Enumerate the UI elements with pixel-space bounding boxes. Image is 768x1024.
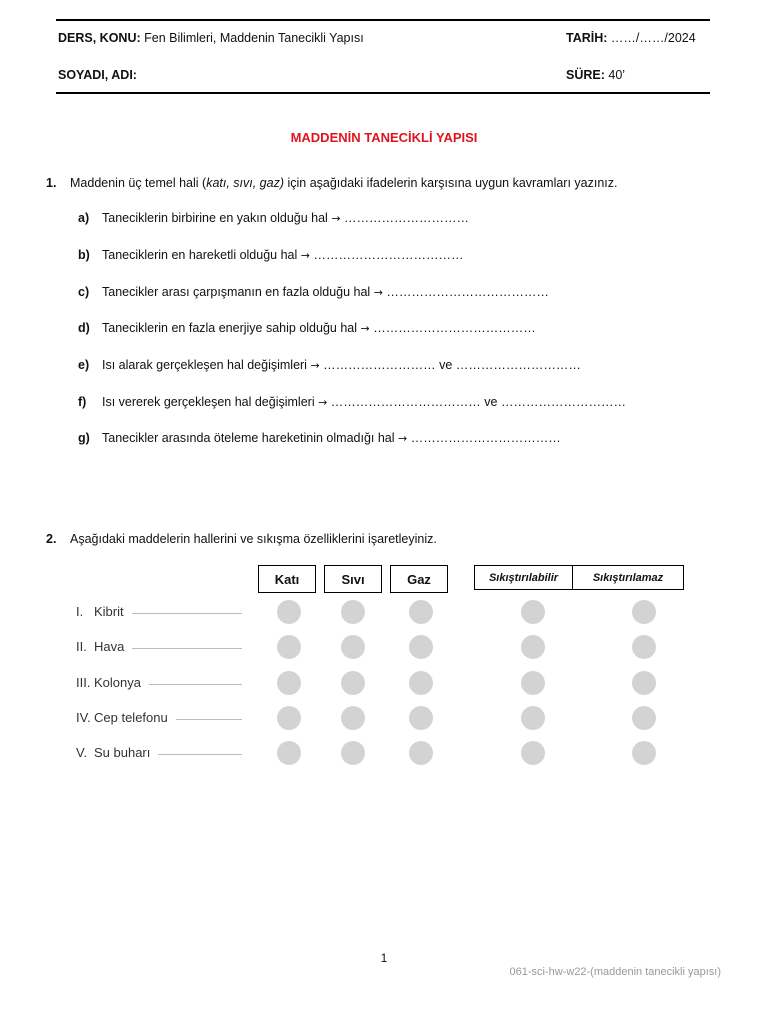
row-label (76, 745, 150, 760)
answer-circle[interactable] (277, 706, 301, 730)
answer-circle[interactable] (341, 671, 365, 695)
answer-circle[interactable] (277, 635, 301, 659)
row-numeral: I. (76, 604, 84, 619)
q1-item-text: Taneciklerin en hareketli olduğu hal (102, 248, 298, 262)
column-header: Sıvı (324, 565, 382, 593)
q1-item-letter: g) (78, 431, 90, 445)
arrow-right-icon: → (318, 396, 328, 409)
header-bottom-rule (56, 92, 710, 94)
arrow-right-icon: → (360, 322, 370, 335)
row-label (76, 675, 141, 690)
answer-blank[interactable]: ………………………… (344, 211, 470, 225)
q1-item-text: Taneciklerin en fazla enerjiye sahip olduğu hal (102, 321, 358, 335)
arrow-right-icon: → (398, 432, 408, 445)
page-number: 1 (380, 951, 388, 965)
sure-label: SÜRE: (566, 68, 605, 82)
ders-label: DERS, KONU: (58, 31, 141, 45)
q1-item (78, 431, 561, 445)
answer-blank[interactable]: ……………………… (323, 358, 436, 372)
answer-blank[interactable]: ……………………………… (410, 431, 561, 445)
arrow-right-icon: → (300, 249, 310, 262)
answer-circle[interactable] (632, 706, 656, 730)
row-label (76, 604, 124, 619)
column-header: Katı (258, 565, 316, 593)
answer-circle[interactable] (632, 671, 656, 695)
q1-item (78, 248, 463, 262)
q1-item-text: Tanecikler arası çarpışmanın en fazla olduğu hal (102, 285, 371, 299)
answer-circle[interactable] (409, 635, 433, 659)
q1-item (78, 395, 626, 409)
q1-item-letter: d) (78, 321, 90, 335)
answer-circle[interactable] (341, 635, 365, 659)
row-numeral: V. (76, 745, 88, 760)
q1-item-text: Isı vererek gerçekleşen hal değişimleri (102, 395, 315, 409)
row-label (76, 639, 124, 654)
q1-item-text: Tanecikler arasında öteleme hareketinin olmadığı hal (102, 431, 395, 445)
q1-item (78, 285, 549, 299)
q1-item-letter: b) (78, 248, 90, 262)
answer-circle[interactable] (521, 635, 545, 659)
answer-blank[interactable]: ……………………………… (313, 248, 464, 262)
sure-value: 40’ (608, 68, 626, 82)
row-leader-line (132, 648, 242, 649)
column-header-compress: Sıkıştırılamaz (572, 565, 684, 590)
q1-item (78, 321, 536, 335)
q1-item-letter: e) (78, 358, 90, 372)
row-name: Hava (94, 639, 125, 654)
q2-number: 2. (46, 532, 57, 546)
row-name: Su buharı (94, 745, 151, 760)
answer-blank[interactable]: ……………………………… (330, 395, 481, 409)
footer-code: 061-sci-hw-w22-(maddenin tanecikli yapısı) (509, 966, 721, 978)
row-leader-line (158, 754, 242, 755)
row-numeral: IV. (76, 710, 91, 725)
q1-item-joiner: ve (435, 358, 456, 372)
answer-circle[interactable] (632, 741, 656, 765)
answer-circle[interactable] (277, 671, 301, 695)
answer-blank-2[interactable]: ………………………… (500, 395, 626, 409)
ders-value: Fen Bilimleri, Maddenin Tanecikli Yapısı (144, 31, 364, 45)
soyadi-label: SOYADI, ADI: (58, 68, 137, 82)
q1-item-letter: c) (78, 285, 90, 299)
q1-item (78, 358, 581, 372)
answer-circle[interactable] (341, 706, 365, 730)
answer-circle[interactable] (409, 706, 433, 730)
q1-item (78, 211, 469, 225)
answer-circle[interactable] (632, 600, 656, 624)
arrow-right-icon: → (331, 212, 341, 225)
answer-circle[interactable] (341, 741, 365, 765)
q1-item-letter: a) (78, 211, 90, 225)
q1-text-italic: katı, sıvı, gaz) (206, 176, 284, 190)
column-header-compress: Sıkıştırılabilir (474, 565, 573, 590)
answer-circle[interactable] (521, 741, 545, 765)
tarih-value: ……/……/2024 (610, 31, 696, 45)
answer-blank-2[interactable]: ………………………… (455, 358, 581, 372)
header-top-rule (56, 19, 710, 21)
answer-circle[interactable] (521, 706, 545, 730)
row-name: Kolonya (94, 675, 141, 690)
tarih-label: TARİH: (566, 31, 608, 45)
q1-item-text: Isı alarak gerçekleşen hal değişimleri (102, 358, 307, 372)
page-title: MADDENİN TANECİKLİ YAPISI (290, 130, 478, 145)
row-name: Kibrit (94, 604, 124, 619)
q1-number: 1. (46, 176, 57, 190)
row-numeral: III. (76, 675, 91, 690)
answer-circle[interactable] (632, 635, 656, 659)
q1-item-letter: f) (78, 395, 87, 409)
arrow-right-icon: → (310, 359, 320, 372)
answer-circle[interactable] (341, 600, 365, 624)
answer-circle[interactable] (521, 671, 545, 695)
q1-item-joiner: ve (480, 395, 501, 409)
answer-blank[interactable]: ………………………………… (373, 321, 536, 335)
arrow-right-icon: → (373, 286, 383, 299)
row-name: Cep telefonu (94, 710, 168, 725)
answer-circle[interactable] (409, 671, 433, 695)
ders-konu (58, 31, 364, 45)
row-leader-line (149, 684, 242, 685)
answer-blank[interactable]: ………………………………… (386, 285, 549, 299)
q1-text-before: Maddenin üç temel hali ( (70, 176, 207, 190)
sure (566, 68, 625, 82)
answer-circle[interactable] (277, 600, 301, 624)
q2-text: Aşağıdaki maddelerin hallerini ve sıkışma özelliklerini işaretleyiniz. (70, 532, 437, 546)
tarih (566, 31, 696, 45)
row-leader-line (176, 719, 242, 720)
answer-circle[interactable] (409, 741, 433, 765)
row-numeral: II. (76, 639, 87, 654)
column-header: Gaz (390, 565, 448, 593)
q1-text-after: için aşağıdaki ifadelerin karşısına uygun kavramları yazınız. (284, 176, 618, 190)
answer-circle[interactable] (277, 741, 301, 765)
row-label (76, 710, 168, 725)
row-leader-line (132, 613, 242, 614)
answer-circle[interactable] (409, 600, 433, 624)
q1-item-text: Taneciklerin birbirine en yakın olduğu hal (102, 211, 328, 225)
q1-text (70, 176, 618, 190)
answer-circle[interactable] (521, 600, 545, 624)
